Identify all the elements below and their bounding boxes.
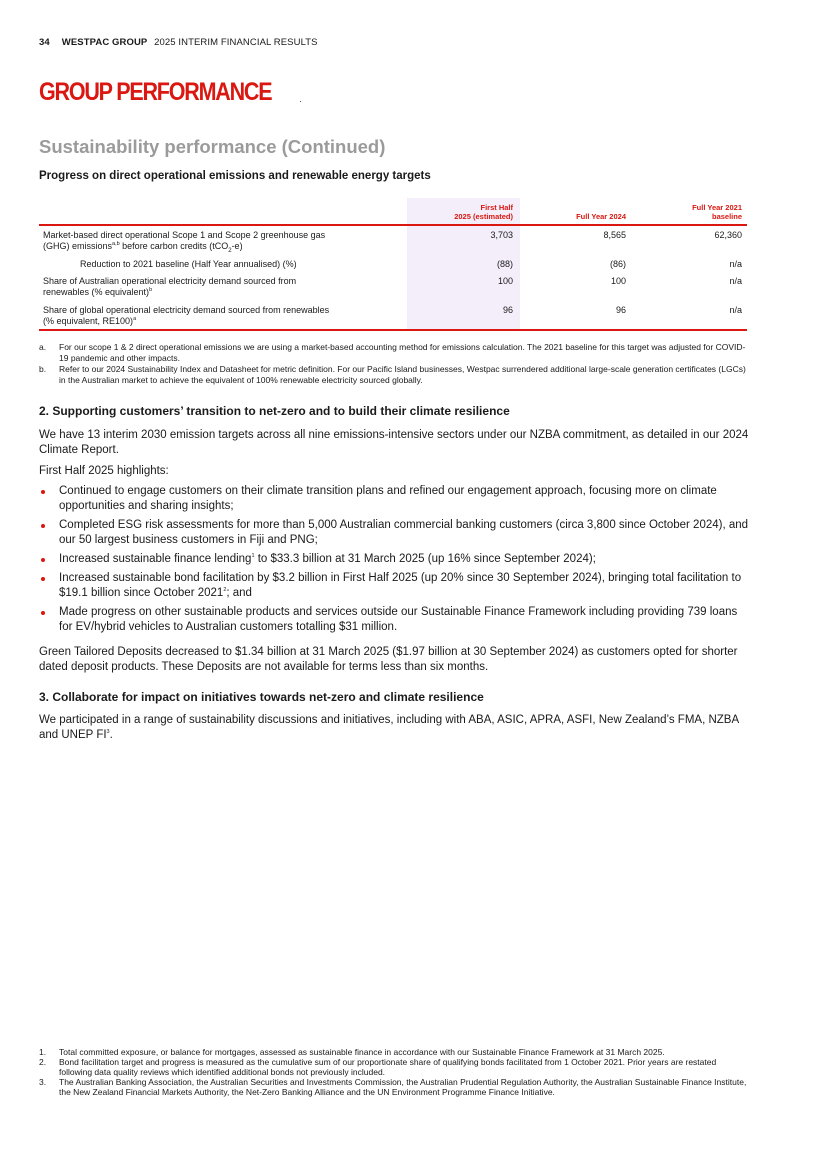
footnote-text: Bond facilitation target and progress is measured as the cumulative sum of our proportionate share of qualifying bonds facilitated from 1 October 2021. Prior years are restated following data quality reviews which identified additional bonds not previously included. xyxy=(59,1057,717,1077)
value-baseline: n/a xyxy=(729,276,742,286)
footnote-ref: a xyxy=(133,316,137,322)
bullet-icon xyxy=(41,558,45,562)
highlights-list xyxy=(39,484,751,639)
column-header-full-year-2024: Full Year 2024 xyxy=(576,212,626,221)
note-key: a. xyxy=(39,342,47,352)
subscript: 2 xyxy=(228,247,232,254)
table-bottom-rule xyxy=(39,329,747,331)
list-item-text: Continued to engage customers on their climate transition plans and refined our engagement approach, focusing more on climate opportunities and sharing insights; xyxy=(59,485,717,512)
row-label-text: renewables (% equivalent) xyxy=(43,287,150,297)
column-header-first-half-line1: First Half xyxy=(480,203,513,212)
value-full-year-2024: (86) xyxy=(609,259,626,269)
row-label-text: -e) xyxy=(231,241,243,251)
footnote-text: The Australian Banking Association, the Australian Securities and Investments Commission, the Australian Prudential Regulation Authority, the Australian Sustainable Finance Institute, the New Zealand Financial Markets Authority, the Net-Zero Banking Alliance and the UN Environment Programme Finance Initiative. xyxy=(59,1077,747,1097)
list-item-text: Increased sustainable bond facilitation by $3.2 billion in First Half 2025 (up 20% since 30 September 2024), bringing total facilitation to $19.1 billion since October 2021 xyxy=(59,572,742,599)
section-2-intro: We have 13 interim 2030 emission targets across all nine emissions-intensive sectors under our NZBA commitment, as detailed in our 2024 Climate Report. xyxy=(39,429,749,456)
value-baseline: n/a xyxy=(729,305,742,315)
table-top-rule xyxy=(39,224,747,226)
column-header-baseline-line1: Full Year 2021 xyxy=(692,203,742,212)
list-item-text: Increased sustainable finance lending xyxy=(59,553,252,565)
row-label-line2 xyxy=(43,287,403,298)
column-header-first-half xyxy=(423,203,513,221)
row-label-text: (% equivalent, RE100) xyxy=(43,316,134,326)
row-label-line1: Share of Australian operational electricity demand sourced from xyxy=(43,276,297,286)
footnote-key: 3. xyxy=(39,1077,47,1087)
bullet-icon xyxy=(41,577,45,581)
row-label xyxy=(43,276,403,298)
footnote-ref: 1 xyxy=(251,553,255,560)
list-item-text: Made progress on other sustainable products and services outside our Sustainable Finance Framework including providing 739 loans for EV/hybrid vehicles to Australian customers totalling $31 million. xyxy=(59,606,738,633)
table-title: Progress on direct operational emissions and renewable energy targets xyxy=(39,170,431,182)
row-label-line1: Market-based direct operational Scope 1 and Scope 2 greenhouse gas xyxy=(43,230,326,240)
footnote-ref: 3 xyxy=(106,729,110,736)
value-baseline: n/a xyxy=(729,259,742,269)
footnote-key: 2. xyxy=(39,1057,47,1067)
note-text: Refer to our 2024 Sustainability Index and Datasheet for metric definition. For our Pacific Island businesses, Westpac surrendered additional large-scale generation certificates (LGCs) in the Australian market to achieve the equivalent of 100% renewable electricity sourced globally. xyxy=(59,364,746,385)
list-item-text: to $33.3 billion at 31 March 2025 (up 16% since September 2024); xyxy=(254,553,596,565)
value-full-year-2024: 100 xyxy=(610,276,626,286)
row-label xyxy=(43,305,403,327)
document-title: 2025 INTERIM FINANCIAL RESULTS xyxy=(154,37,318,48)
page-subtitle: Sustainability performance (Continued) xyxy=(39,136,386,157)
column-header-first-half-line2: 2025 (estimated) xyxy=(454,212,513,221)
value-first-half: 100 xyxy=(497,276,513,286)
bullet-icon xyxy=(41,611,45,615)
row-label: Reduction to 2021 baseline (Half Year annualised) (%) xyxy=(80,259,297,269)
list-item xyxy=(39,484,751,514)
section-3-paragraph xyxy=(39,713,751,743)
footnote xyxy=(39,1077,751,1097)
row-label-line1: Share of global operational electricity demand sourced from renewables xyxy=(43,305,330,315)
company-name: WESTPAC GROUP xyxy=(61,37,148,48)
stray-dot xyxy=(300,101,301,102)
value-first-half: 96 xyxy=(502,305,513,315)
list-item xyxy=(39,605,751,635)
footnote-ref: a,b xyxy=(112,241,120,247)
page-number: 34 xyxy=(39,37,50,48)
list-item xyxy=(39,552,751,567)
note-key: b. xyxy=(39,364,47,374)
table-notes xyxy=(39,342,747,386)
page-footnotes xyxy=(39,1047,751,1097)
paragraph-text: We participated in a range of sustainability discussions and initiatives, including with ABA, ASIC, APRA, ASFI, New Zealand’s FMA, NZBA and UNEP FI xyxy=(39,714,739,741)
row-label-line2 xyxy=(43,241,403,252)
footnote-key: 1. xyxy=(39,1047,47,1057)
paragraph-text: . xyxy=(109,729,113,741)
value-baseline: 62,360 xyxy=(714,230,742,240)
column-header-baseline xyxy=(652,203,742,221)
value-first-half: 3,703 xyxy=(490,230,513,240)
value-full-year-2024: 96 xyxy=(615,305,626,315)
column-header-baseline-line2: baseline xyxy=(711,212,742,221)
value-full-year-2024: 8,565 xyxy=(603,230,626,240)
list-item-text: Completed ESG risk assessments for more than 5,000 Australian commercial banking customers (circa 3,800 since October 2024), and our 50 largest business customers in Fiji and PNG; xyxy=(59,519,749,546)
value-first-half: (88) xyxy=(496,259,513,269)
list-item xyxy=(39,518,751,548)
table-note xyxy=(39,364,747,386)
footnote-text: Total committed exposure, or balance for mortgages, assessed as sustainable finance in accordance with our Sustainable Finance Framework at 31 March 2025. xyxy=(59,1047,665,1057)
section-3-heading: 3. Collaborate for impact on initiatives towards net-zero and climate resilience xyxy=(39,690,484,704)
bullet-icon xyxy=(41,524,45,528)
footnote-ref: 2 xyxy=(223,587,227,594)
list-item xyxy=(39,571,751,601)
note-text: For our scope 1 & 2 direct operational emissions we are using a market-based accounting method for emissions calculation. The 2021 baseline for this target was adjusted for COVID-19 pandemic and other impacts. xyxy=(59,342,746,363)
footnote-ref: b xyxy=(149,287,153,293)
row-label-text: before carbon credits (tCO xyxy=(119,241,229,251)
table-note xyxy=(39,342,747,364)
section-title: GROUP PERFORMANCE xyxy=(39,78,272,106)
footnote xyxy=(39,1057,751,1077)
row-label-line2 xyxy=(43,316,403,327)
footnote xyxy=(39,1047,751,1057)
row-label xyxy=(43,230,403,252)
page-header xyxy=(39,37,318,48)
bullet-icon xyxy=(41,490,45,494)
row-label-text: (GHG) emissions xyxy=(43,241,113,251)
highlights-label: First Half 2025 highlights: xyxy=(39,465,169,477)
green-deposits-paragraph: Green Tailored Deposits decreased to $1.34 billion at 31 March 2025 ($1.97 billion at 30 September 2024) as customers opted for shorter dated deposit products. These Deposits are not available for terms less than six months. xyxy=(39,646,738,673)
list-item-text: ; and xyxy=(226,587,252,599)
section-2-heading: 2. Supporting customers’ transition to net-zero and to build their climate resilience xyxy=(39,404,510,418)
